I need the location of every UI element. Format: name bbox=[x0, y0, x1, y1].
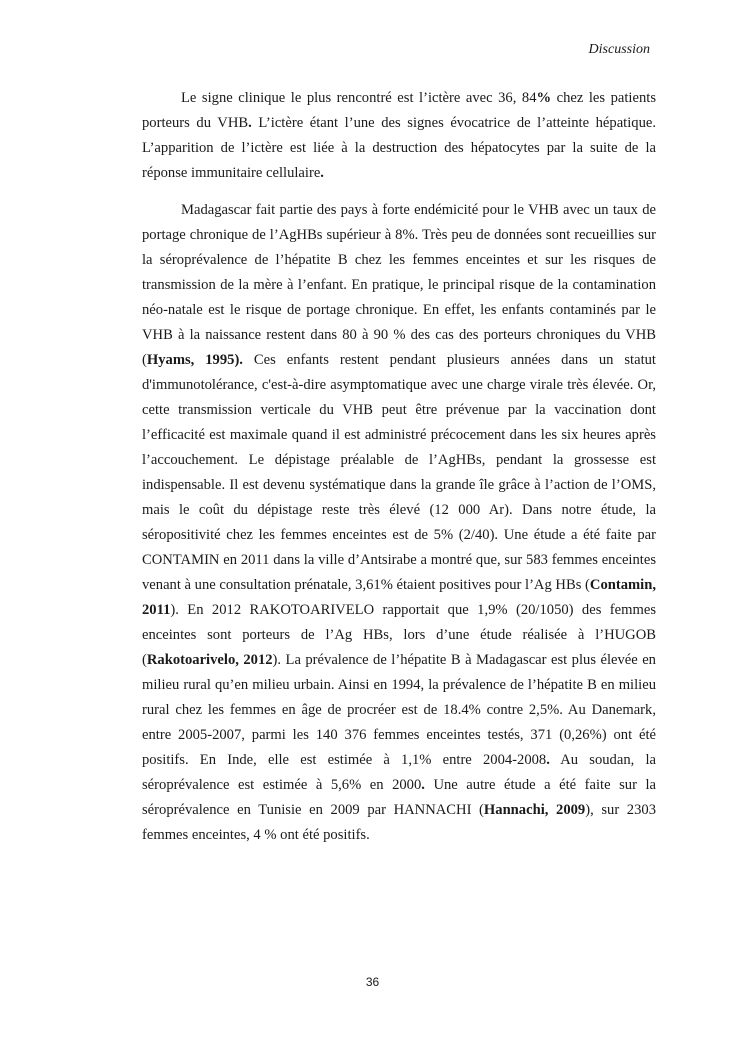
text-segment: ). En 2012 RAKOTOARIVELO rapportait que 1,9% (20/1050) des femmes enceintes sont porteurs de l’Ag HBs, lors d’une étude réalisée à l’HUGOB ( bbox=[142, 602, 656, 668]
citation-rakotoarivelo: Rakotoarivelo, 2012 bbox=[146, 652, 273, 668]
text-segment-bold: % bbox=[536, 90, 552, 106]
text-segment: Une autre étude a été faite sur la séroprévalence en Tunisie en 2009 par HANNACHI ( bbox=[142, 777, 656, 818]
text-segment-bold: . bbox=[421, 777, 425, 793]
text-segment: Ces enfants restent pendant plusieurs années dans un statut d'immunotolérance, c'est-à-dire asymptomatique avec une charge virale très élevée. Or, cette transmission verticale du VHB peut être prévenue par la vaccination dont l’efficacité est maximale quand il est administré précocement dans les six heures après l’accouchement. Le dépistage préalable de l’AgHBs, pendant la grossesse est indispensable. Il est devenu systématique dans la grande île grâce à l’action de l’OMS, mais le coût du dépistage reste très élevé (12 000 Ar). Dans notre étude, la séropositivité chez les femmes enceintes est de 5% (2/40). Une étude a été faite par CONTAMIN en 2011 dans la ville d’Antsirabe a montré que, sur 583 femmes enceintes venant à une consultation prénatale, 3,61% étaient positives pour l’Ag HBs ( bbox=[142, 352, 656, 593]
text-segment-bold: . bbox=[320, 165, 324, 181]
paragraph-prevalence bbox=[142, 198, 656, 848]
text-segment: ), sur 2303 femmes enceintes, 4 % ont été positifs. bbox=[142, 802, 656, 843]
document-body bbox=[142, 86, 656, 848]
text-segment: Madagascar fait partie des pays à forte endémicité pour le VHB avec un taux de portage chronique de l’AgHBs supérieur à 8%. Très peu de données sont recueillies sur la séroprévalence de l’hépatite B chez les femmes enceintes et sur les risques de transmission de la mère à l’enfant. En pratique, le principal risque de la contamination néo-natale est le risque de portage chronique. En effet, les enfants contaminés par le VHB à la naissance restent dans 80 à 90 % des cas des porteurs chroniques du VHB ( bbox=[142, 202, 656, 368]
citation-hannachi: Hannachi, 2009 bbox=[483, 802, 586, 818]
citation-contamin: Contamin, 2011 bbox=[142, 577, 656, 618]
text-segment: L’ictère étant l’une des signes évocatrice de l’atteinte hépatique. L’apparition de l’ictère est liée à la destruction des hépatocytes par la suite de la réponse immunitaire cellulaire bbox=[142, 115, 656, 181]
text-segment-bold: . bbox=[248, 115, 252, 131]
page-number: 36 bbox=[365, 975, 380, 989]
citation-hyams: Hyams, 1995). bbox=[146, 352, 243, 368]
section-header: Discussion bbox=[588, 42, 650, 57]
paragraph-clinical-sign bbox=[142, 86, 656, 186]
text-segment: Au soudan, la séroprévalence est estimée à 5,6% en 2000 bbox=[142, 752, 656, 793]
text-segment: ). La prévalence de l’hépatite B à Madagascar est plus élevée en milieu rural qu’en milieu urbain. Ainsi en 1994, la prévalence de l’hépatite B en milieu rural chez les femmes en âge de procréer est de 18.4% contre 2,5%. Au Danemark, entre 2005-2007, parmi les 140 376 femmes enceintes testés, 371 (0,26%) ont été positifs. En Inde, elle est estimée à 1,1% entre 2004-2008 bbox=[142, 652, 656, 768]
text-segment: chez les patients porteurs du VHB bbox=[142, 90, 656, 131]
text-segment: Le signe clinique le plus rencontré est l’ictère avec 36, 84 bbox=[181, 90, 537, 106]
text-segment-bold: . bbox=[546, 752, 550, 768]
